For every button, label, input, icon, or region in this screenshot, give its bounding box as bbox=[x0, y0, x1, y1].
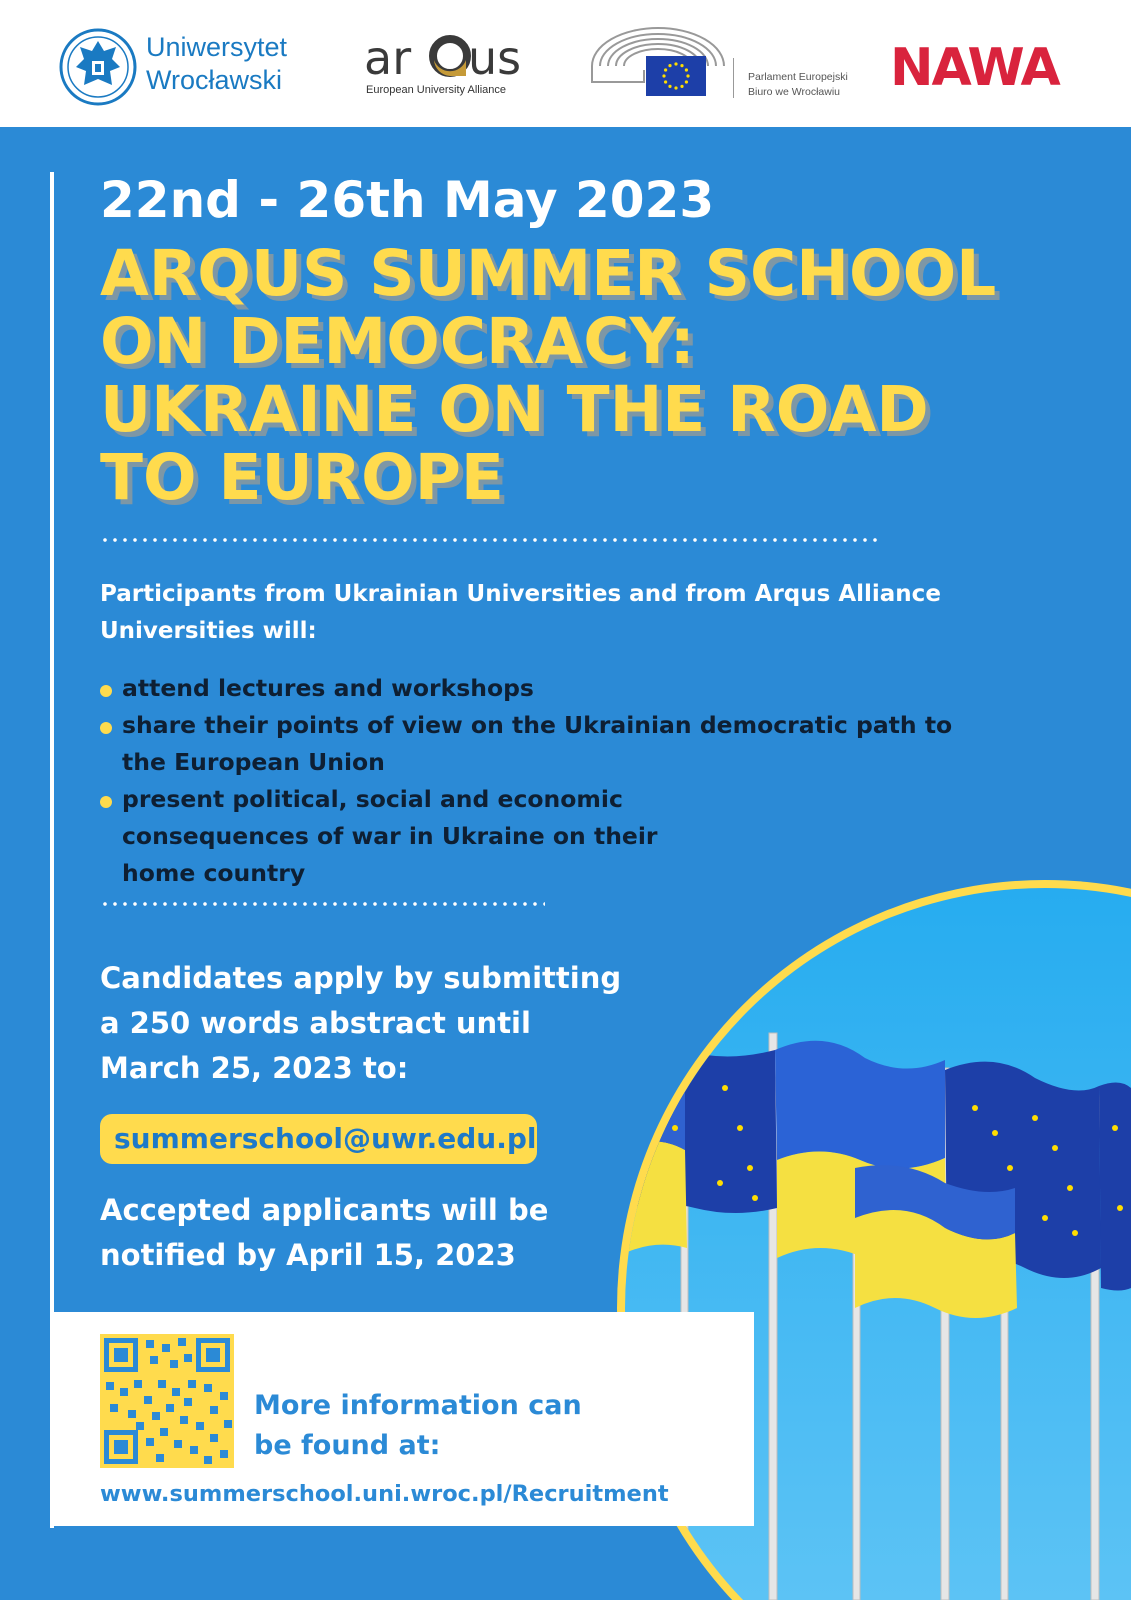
event-title-line: ARQUS SUMMER SCHOOL bbox=[100, 237, 997, 310]
participants-intro: Participants from Ukrainian Universities and from Arqus Alliance Universities will: bbox=[100, 581, 941, 644]
recruitment-url-link[interactable]: www.summerschool.uni.wroc.pl/Recruitment bbox=[100, 1481, 669, 1507]
svg-text:ar: ar bbox=[364, 31, 412, 85]
more-info-line: More information can bbox=[254, 1390, 582, 1421]
acceptance-notice bbox=[100, 1188, 660, 1278]
university-name-line2: Wrocławski bbox=[146, 65, 283, 95]
arqus-tagline: European University Alliance bbox=[366, 84, 507, 96]
event-title-line: ON DEMOCRACY: bbox=[100, 305, 695, 378]
acceptance-line: notified by April 15, 2023 bbox=[100, 1238, 516, 1272]
event-title bbox=[100, 237, 1060, 514]
list-item bbox=[100, 781, 682, 892]
application-line: March 25, 2023 to: bbox=[100, 1051, 409, 1085]
ep-office-line2: Biuro we Wrocławiu bbox=[748, 86, 841, 98]
list-item-text: present political, social and economic consequences of war in Ukraine on their home country bbox=[122, 785, 658, 887]
application-line: a 250 words abstract until bbox=[100, 1006, 531, 1040]
qr-code-icon[interactable] bbox=[100, 1334, 234, 1468]
list-item bbox=[100, 670, 970, 707]
nawa-name: NAWA bbox=[890, 38, 1059, 98]
university-seal-icon bbox=[58, 27, 138, 107]
email-link[interactable]: summerschool@uwr.edu.pl bbox=[114, 1122, 537, 1155]
eu-flag-icon bbox=[646, 56, 706, 96]
nawa-wordmark bbox=[890, 38, 1075, 98]
dotted-divider bbox=[100, 901, 545, 907]
application-instructions bbox=[100, 956, 660, 1091]
event-title-line: TO EUROPE bbox=[100, 441, 504, 514]
event-title-line: UKRAINE ON THE ROAD bbox=[100, 373, 929, 446]
list-item-text: share their points of view on the Ukrainian democratic path to the European Union bbox=[122, 711, 953, 776]
event-date: 22nd - 26th May 2023 bbox=[100, 171, 715, 229]
nawa-logo[interactable] bbox=[890, 38, 1075, 98]
university-name-line1: Uniwersytet bbox=[146, 32, 288, 62]
arqus-logo-icon bbox=[364, 30, 522, 85]
acceptance-line: Accepted applicants will be bbox=[100, 1193, 549, 1227]
application-line: Candidates apply by submitting bbox=[100, 961, 622, 995]
bullet-dot-icon bbox=[100, 722, 112, 734]
list-item-text: attend lectures and workshops bbox=[122, 674, 534, 702]
ep-divider bbox=[733, 58, 734, 98]
dotted-divider bbox=[100, 537, 880, 543]
university-of-wroclaw-logo[interactable] bbox=[58, 25, 318, 109]
bullet-dot-icon bbox=[100, 796, 112, 808]
list-item bbox=[100, 707, 970, 781]
more-info-text bbox=[254, 1386, 594, 1466]
arqus-logo[interactable] bbox=[364, 30, 524, 100]
svg-text:us: us bbox=[468, 31, 522, 85]
european-parliament-logo[interactable] bbox=[588, 26, 858, 106]
more-info-line: be found at: bbox=[254, 1430, 441, 1461]
ep-office-line1: Parlament Europejski bbox=[748, 71, 848, 83]
bullet-dot-icon bbox=[100, 685, 112, 697]
ep-office-name bbox=[748, 70, 848, 100]
header-logo-bar bbox=[0, 0, 1131, 127]
university-name bbox=[146, 31, 287, 97]
email-badge[interactable] bbox=[100, 1114, 537, 1164]
